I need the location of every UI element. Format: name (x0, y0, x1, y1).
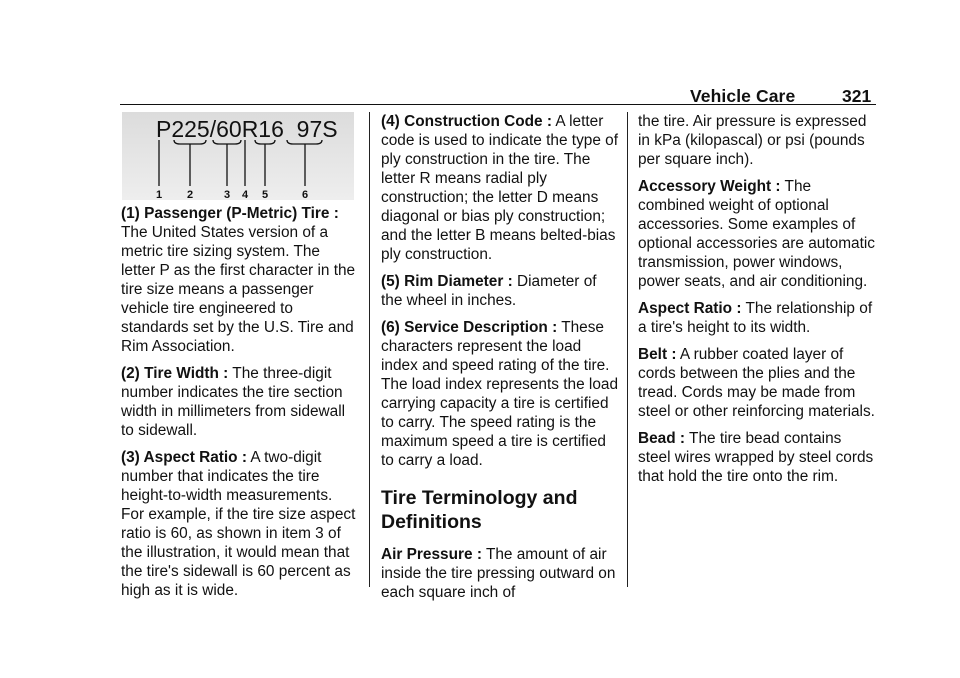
definition-text: The combined weight of optional accessories. Some examples of optional accessories are automatic transmission, power windows, power seats, and air conditioning. (638, 178, 875, 290)
tire-size-code: P225/60R16 97S (156, 116, 338, 142)
definition-text: The relationship of a tire's height to its width. (638, 300, 873, 336)
callout-number: 2 (186, 189, 194, 200)
callout-number: 1 (155, 189, 163, 200)
definition-term: (1) Passenger (P-Metric) Tire : (121, 205, 339, 222)
definition-term: (4) Construction Code : (381, 113, 552, 130)
definition-accessory-weight (638, 177, 876, 291)
callout-number: 3 (223, 189, 231, 200)
definition-aspect-ratio (121, 448, 357, 600)
section-title: Vehicle Care (690, 86, 796, 106)
definition-text: Diameter of the wheel in inches. (381, 273, 597, 309)
definition-aspect-ratio-term (638, 299, 876, 337)
definition-air-pressure (381, 545, 619, 602)
callout-number: 6 (301, 189, 309, 200)
page-number: 321 (842, 86, 872, 106)
definition-construction-code (381, 112, 619, 264)
column-2 (381, 112, 619, 610)
definition-term: Bead : (638, 430, 686, 447)
definition-continuation: the tire. Air pressure is expressed in kPa (kilopascal) or psi (pounds per square inch). (638, 113, 867, 168)
column-divider (627, 112, 628, 587)
callout-number: 4 (241, 189, 249, 200)
definition-text: The tire bead contains steel wires wrapped by steel cords that hold the tire onto the rim. (638, 430, 874, 485)
callout-number: 5 (261, 189, 269, 200)
definition-belt (638, 345, 876, 421)
definition-term: Accessory Weight : (638, 178, 781, 195)
definition-text: A letter code is used to indicate the type of ply construction in the tire. The letter R means radial ply construction; the letter D means diagonal or bias ply construction; and the letter B means belted-bias ply construction. (381, 113, 618, 263)
definition-tire-width (121, 364, 357, 440)
definition-text: These characters represent the load index and speed rating of the tire. The load index represents the load carrying capacity a tire is certified to carry. The speed rating is the maximum speed a tire is certified to carry a load. (381, 319, 618, 469)
definition-passenger-tire (121, 204, 357, 356)
definition-term: (2) Tire Width : (121, 365, 229, 382)
definition-text: A rubber coated layer of cords between the plies and the tread. Cords may be made from steel or other reinforcing materials. (638, 346, 875, 420)
definition-bead (638, 429, 876, 486)
definition-text: The amount of air inside the tire pressing outward on each square inch of (381, 546, 616, 601)
definition-term: (3) Aspect Ratio : (121, 449, 247, 466)
definition-term: Belt : (638, 346, 677, 363)
column-divider (369, 112, 370, 587)
definition-text: The United States version of a metric tire sizing system. The letter P as the first character in the tire size means a passenger vehicle tire engineered to standards set by the U.S. Tire and Rim Association. (121, 224, 356, 355)
definition-text: The three-digit number indicates the tire section width in millimeters from sidewall to sidewall. (121, 365, 346, 439)
section-heading: Tire Terminology and Definitions (381, 487, 578, 533)
header-rule (120, 104, 876, 105)
column-1 (121, 112, 357, 608)
column-3 (638, 112, 876, 494)
definition-service-description (381, 318, 619, 470)
definition-rim-diameter (381, 272, 619, 310)
definition-term: Aspect Ratio : (638, 300, 742, 317)
tire-size-illustration (122, 112, 354, 200)
definition-text: A two-digit number that indicates the tire height-to-width measurements. For example, if the tire size aspect ratio is 60, as shown in item 3 of the illustration, it would mean that the tire's sidewall is 60 percent as high as it is wide. (121, 449, 356, 599)
definition-term: (6) Service Description : (381, 319, 558, 336)
definition-term: (5) Rim Diameter : (381, 273, 513, 290)
definition-term: Air Pressure : (381, 546, 482, 563)
